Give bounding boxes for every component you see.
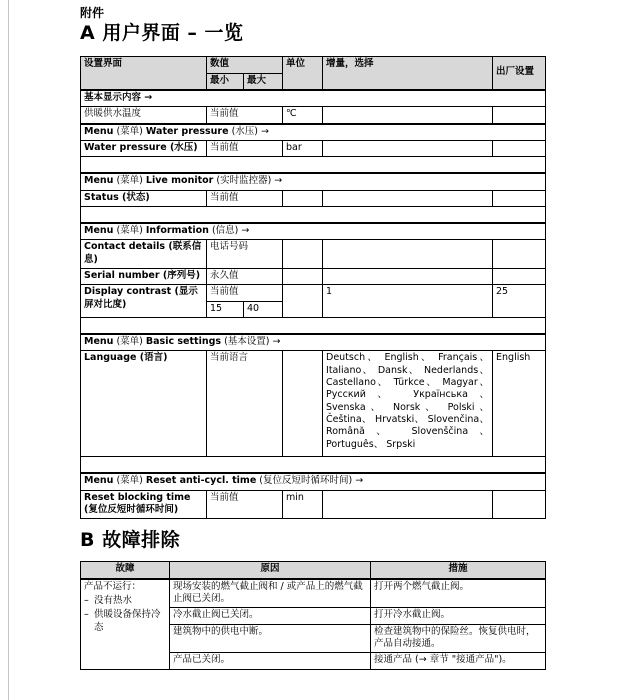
menu-item-name: Basic settings: [145, 336, 222, 348]
row-step: [323, 107, 493, 124]
measure-cell: 打开两个燃气截止阀。: [371, 579, 546, 608]
appendix-label: 附件: [80, 6, 105, 20]
col-header-min: 最小: [207, 73, 244, 90]
table-header-row: [81, 57, 546, 73]
table-row-flow-temperature: [81, 107, 546, 124]
section-row-menu-reset-anti-cycl: [81, 473, 546, 490]
table-row-serial-number: [81, 269, 546, 285]
spacer-cell: [81, 318, 546, 335]
table-row-contact-details: [81, 240, 546, 269]
col-header-step: 增量，选择: [323, 57, 493, 90]
row-language-options: Deutsch、 English、 Français、 Italiano、 Dansk、 Nederlands、 Castellano、 Türkce、 Magyar、 Русский、 Українська、 Svenska、 Norsk、 Polski、 Čeština、 Hrvatski、 Slovenčina、 Română、 Slovenščina、 Português、 Srpski: [323, 351, 493, 457]
row-factory: [493, 269, 546, 285]
col-header-fault: 故障: [81, 562, 170, 579]
row-unit: [283, 190, 323, 206]
dash-bullet: –: [84, 594, 89, 606]
table-row-water-pressure: [81, 140, 546, 156]
row-value: 当前值: [207, 107, 283, 124]
menu-item-name: Information: [145, 224, 209, 236]
row-value: 当前值: [207, 190, 283, 206]
section-row-menu-information: [81, 223, 546, 240]
cause-cell: 建筑物中的供电中断。: [170, 624, 371, 653]
row-value: 当前值: [207, 490, 283, 519]
fault-list-item: [84, 609, 166, 634]
table-row-language: [81, 351, 546, 457]
cause-cell: 产品已关闭。: [170, 653, 371, 669]
row-unit: [283, 240, 323, 269]
table-row-reset-blocking-time: [81, 490, 546, 519]
row-name: Reset blocking time (复位反短时循环时间): [81, 490, 207, 519]
spacer-row: [81, 206, 546, 223]
row-name: Serial number (序列号): [81, 269, 207, 285]
row-step: [323, 269, 493, 285]
row-name: 供暖供水温度: [81, 107, 207, 124]
col-header-measure: 措施: [371, 562, 546, 579]
table-header-row: [81, 562, 546, 579]
menu-word: Menu: [84, 475, 114, 487]
section-label-text: 基本显示内容 →: [84, 91, 153, 103]
document-page: [80, 6, 552, 670]
fault-intro: 产品不运行：: [84, 580, 142, 592]
row-unit: ℃: [283, 107, 323, 124]
col-header-factory: 出厂设置: [493, 57, 546, 90]
row-max-value: 40: [244, 301, 283, 317]
row-name: Status (状态): [81, 190, 207, 206]
fault-list-item: [84, 595, 166, 607]
row-value: 当前值: [207, 285, 283, 301]
fault-description-cell: [81, 579, 170, 670]
row-factory: [493, 490, 546, 519]
menu-item-name-zh: (复位反短时循环时间) →: [256, 475, 364, 487]
row-step: [323, 240, 493, 269]
section-row-menu-live-monitor: [81, 173, 546, 190]
menu-item-name: Reset anti-cycl. time: [145, 475, 257, 487]
menu-word-zh: (菜单): [113, 125, 146, 137]
cause-cell: 现场安装的燃气截止阀和 / 或产品上的燃气截止阀已关闭。: [170, 579, 371, 608]
menu-word-zh: (菜单): [113, 224, 146, 236]
col-header-max: 最大: [244, 73, 283, 90]
section-label: [81, 90, 546, 107]
row-min-value: 15: [207, 301, 244, 317]
menu-item-name: Water pressure: [145, 125, 229, 137]
row-name: Language (语言): [81, 351, 207, 457]
menu-item-name-zh: (信息) →: [208, 224, 250, 236]
row-factory: 25: [493, 285, 546, 318]
measure-cell: 打开冷水截止阀。: [371, 608, 546, 624]
row-factory: [493, 107, 546, 124]
section-a-title: A 用户界面 – 一览: [80, 22, 244, 45]
row-step: [323, 490, 493, 519]
row-factory: [493, 140, 546, 156]
section-label: [81, 124, 546, 141]
row-name: Contact details (联系信息): [81, 240, 207, 269]
menu-word: Menu: [84, 336, 114, 348]
fault-item-text: 没有热水: [94, 594, 133, 606]
spacer-cell: [81, 157, 546, 174]
menu-item-name-zh: (基本设置) →: [221, 336, 281, 348]
row-value: 电话号码: [207, 240, 283, 269]
table-row-status: [81, 190, 546, 206]
spacer-cell: [81, 457, 546, 474]
menu-word: Menu: [84, 175, 114, 187]
menu-item-name: Live monitor: [145, 175, 214, 187]
ui-overview-table: [80, 56, 546, 519]
dash-bullet: –: [84, 609, 89, 621]
cause-cell: 冷水截止阀已关闭。: [170, 608, 371, 624]
row-value: 永久值: [207, 269, 283, 285]
section-b-title: B 故障排除: [80, 529, 181, 552]
row-unit: bar: [283, 140, 323, 156]
col-header-value: 数值: [207, 57, 283, 73]
row-factory: [493, 240, 546, 269]
spacer-row: [81, 157, 546, 174]
menu-item-name-zh: (水压) →: [228, 125, 269, 137]
section-label: [81, 334, 546, 351]
measure-cell: 检查建筑物中的保险丝。恢复供电时，产品自动接通。: [371, 624, 546, 653]
col-header-unit: 单位: [283, 57, 323, 90]
fault-item-text: 供暖设备保持冷态: [94, 609, 161, 633]
menu-item-name-zh: (实时监控器) →: [213, 175, 283, 187]
row-unit: [283, 269, 323, 285]
table-row-fault-1: [81, 579, 546, 608]
menu-word-zh: (菜单): [113, 175, 146, 187]
menu-word: Menu: [84, 125, 114, 137]
menu-word-zh: (菜单): [113, 475, 146, 487]
menu-word: Menu: [84, 224, 114, 236]
row-unit: min: [283, 490, 323, 519]
row-name: Water pressure (水压): [81, 140, 207, 156]
table-row-display-contrast: [81, 285, 546, 301]
section-row-menu-water-pressure: [81, 124, 546, 141]
row-name: Display contrast (显示屏对比度): [81, 285, 207, 318]
row-unit: [283, 285, 323, 318]
page-left-edge-line: [8, 0, 9, 700]
section-row-menu-basic-settings: [81, 334, 546, 351]
measure-cell: 接通产品 (→ 章节 "接通产品")。: [371, 653, 546, 669]
row-step: 1: [323, 285, 493, 318]
troubleshooting-table: [80, 561, 546, 669]
col-header-cause: 原因: [170, 562, 371, 579]
section-label: [81, 173, 546, 190]
row-factory: English: [493, 351, 546, 457]
row-step: [323, 140, 493, 156]
spacer-row: [81, 318, 546, 335]
col-header-setting: 设置界面: [81, 57, 207, 90]
spacer-row: [81, 457, 546, 474]
spacer-cell: [81, 206, 546, 223]
row-unit: [283, 351, 323, 457]
menu-word-zh: (菜单): [113, 336, 146, 348]
row-step: [323, 190, 493, 206]
section-label: [81, 223, 546, 240]
section-row-basic-display: [81, 90, 546, 107]
row-value: 当前语言: [207, 351, 283, 457]
section-label: [81, 473, 546, 490]
row-value: 当前值: [207, 140, 283, 156]
row-factory: [493, 190, 546, 206]
